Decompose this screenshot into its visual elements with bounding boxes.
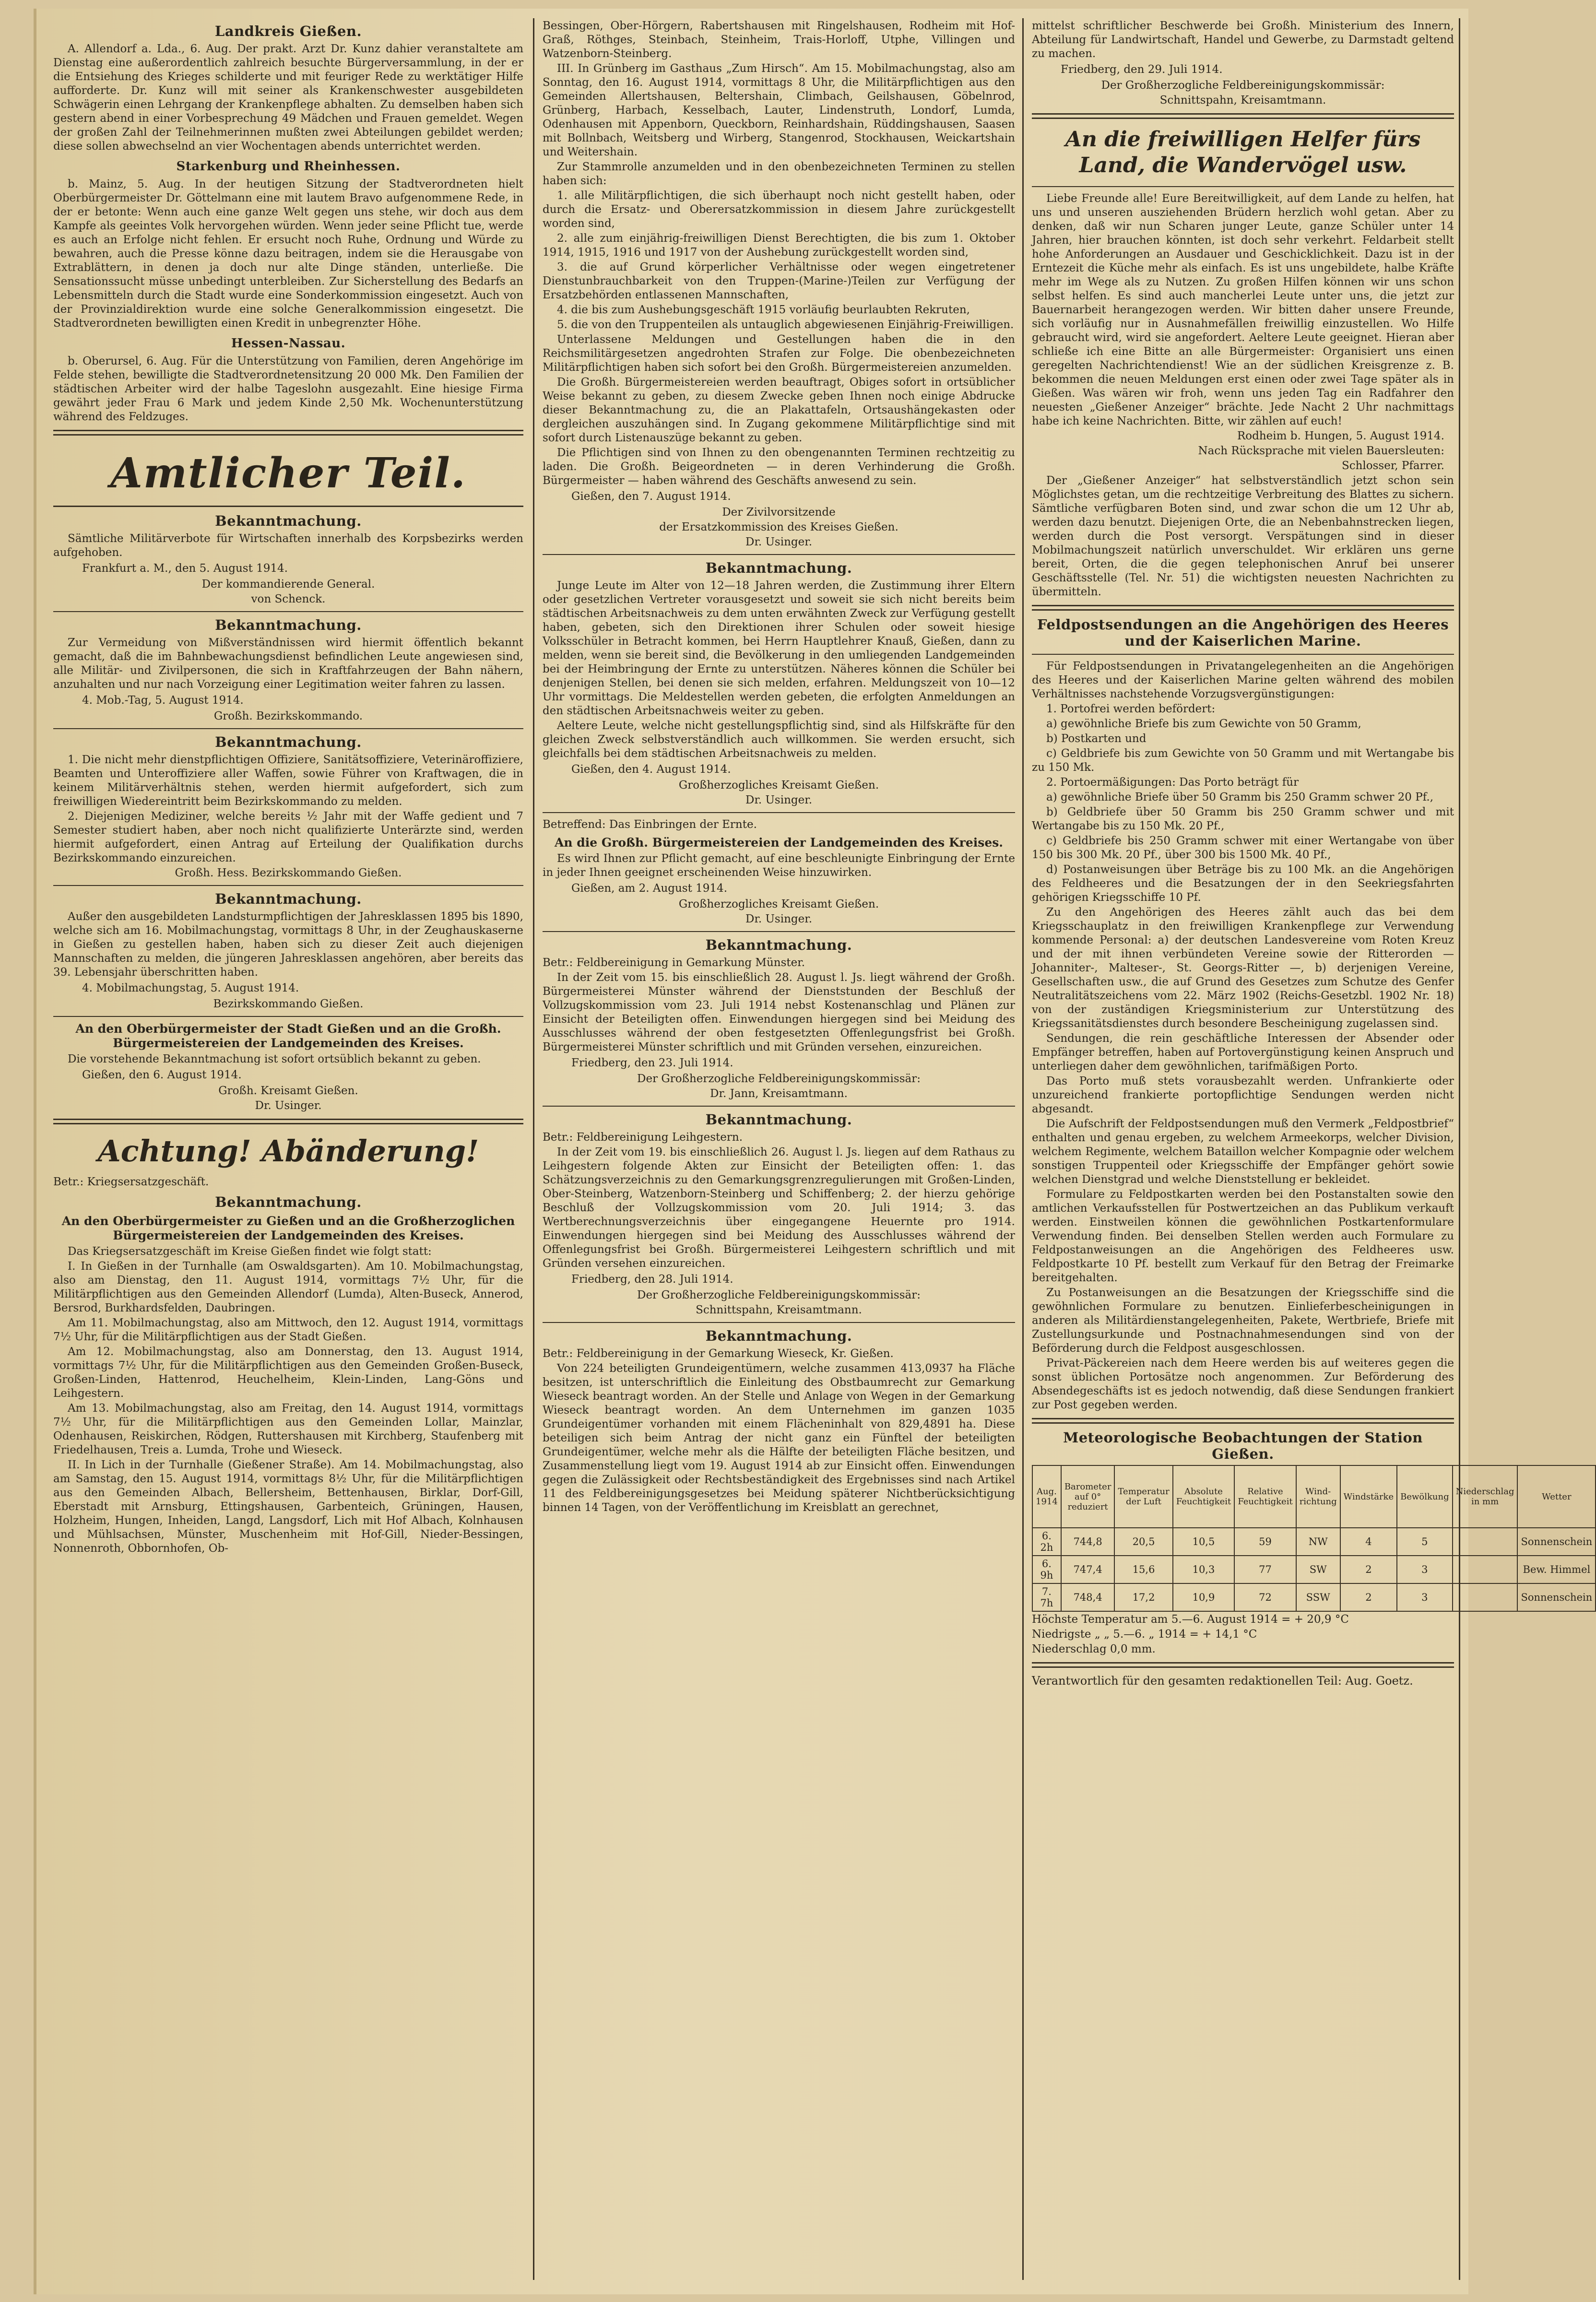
notice-date: Friedberg, den 23. Juli 1914. [571, 1057, 733, 1069]
notice-text: Es wird Ihnen zur Pflicht gemacht, auf eine beschleunigte Einbringung der Ernte in jeder Ihnen geeignet erscheinenden Weise hinzuwirken. [543, 852, 1015, 879]
notice-text: Von 224 beteiligten Grundeigentümern, welche zusammen 413,0937 ha Fläche besitzen, ist unterschriftlich die Einleitung des Obstbaumrecht zur Gemarkung Wieseck beantragt worden. An der Stelle und Anlage von Wegen in der Gemarkung Wieseck beantragt worden. An dem Unternehmen im ganzen 1035 Grundeigentümer vorhanden mit einem Flächeninhalt von 829,4891 ha. Diese beteiligen sich beim Antrag der nicht ganz ein Fünftel der beteiligten Grundeigentümer, welche mehr als die Hälfte der beteiligten Fläche besitzen, und Zusammenstellung liegt vom 19. August 1914 ab zur Einsicht offen. Einwendungen gegen die Zulässigkeit oder Rechtsbeständigkeit des Ergebnisses sind nach Artikel 11 des Feldbereinigungsgesetzes bei Meidung späterer Nichtberücksichtigung binnen 14 Tagen, von der Veröffentlichung im Kreisblatt an gerechnet, [543, 1362, 1015, 1514]
section-heading: Landkreis Gießen. [214, 23, 362, 39]
article-text: A. Allendorf a. Lda., 6. Aug. Der prakt. Arzt Dr. Kunz dahier veranstaltete am Dienstag eine außerordentlich zahlreich besuchte Bürgerversammlung, in der er die Entsiehung des Krieges schilderte und mit feuriger Rede zu werktätiger Hilfe aufforderte. Dr. Kunz will mit seiner als Krankenschwester ausgebildeten Schwägerin einen Lehrgang der Krankenpflege abhalten. Zu demselben haben sich gestern abend in einer Vorbesprechung 49 Mädchen und Frauen gemeldet. Wegen der großen Zahl der Teilnehmerinnen mußten zwei Abteilungen gebildet werden; diese sollen abwechselnd an vier Wochentagen abends unterrichtet werden. [53, 43, 523, 153]
table-cell: 3 [1397, 1556, 1453, 1583]
achtung-title: Achtung! Abänderung! [97, 1133, 479, 1169]
notice-text: III. In Grünberg im Gasthaus „Zum Hirsch“. Am 15. Mobilmachungstag, also am Sonntag, den 16. August 1914, vormittags 8 Uhr, die Militärpflichtigen aus den Gemeinden Allertshausen, Beltershain, Climbach, Geilshausen, Göbelnrod, Grünberg, Harbach, Kesselbach, Lauter, Lindenstruth, Londorf, Lumda, Odenhausen mit Appenborn, Queckborn, Reinhardshain, Rüddingshausen, Saasen mit Bollnbach, Weitsberg und Wirberg, Stangenrod, Stockhausen, Weickartshain und Weitershain. [543, 62, 1015, 158]
notice-list-item: 2. alle zum einjährig-freiwilligen Dienst Berechtigten, die bis zum 1. Oktober 1914, 1915, 1916 und 1917 von der Aushebung zurückgestellt worden sind, [543, 232, 1015, 259]
notice-text: Unterlassene Meldungen und Gestellungen haben die in den Reichsmilitärgesetzen angedrohten Strafen zur Folge. Die obenbezeichneten Militärpflichtigen haben sich sofort bei den Großh. Bürgermeistereien anzumelden. [543, 333, 1015, 374]
weather-header-cell: Bewölkung [1397, 1465, 1453, 1528]
divider [53, 728, 523, 729]
notice-signature: Dr. Usinger. [255, 1099, 322, 1112]
notice-signature: Dr. Jann, Kreisamtmann. [710, 1087, 848, 1100]
column-rule [533, 18, 534, 2280]
notice-signature: Dr. Usinger. [745, 794, 812, 806]
notice-betreff: Betr.: Feldbereinigung Leihgestern. [543, 1131, 743, 1144]
column-3 [1032, 18, 1593, 2285]
column-1 [53, 18, 523, 2285]
table-cell: 747,4 [1061, 1556, 1115, 1583]
weather-header-cell: Wetter [1517, 1465, 1596, 1528]
table-cell: 744,8 [1061, 1528, 1115, 1556]
notice-date: Gießen, den 4. August 1914. [571, 763, 731, 776]
notice-text: Das Porto muß stets vorausbezahlt werden. Unfrankierte oder unzureichend frankierte portopflichtige Sendungen werden nicht abgesandt. [1032, 1075, 1454, 1115]
column-rule [1459, 18, 1460, 2280]
divider [53, 430, 523, 436]
notice-text: Zu den Angehörigen des Heeres zählt auch das bei dem Kriegsschauplatz in den freiwilligen Krankenpflege zur Verwendung kommende Personal: a) der deutschen Landesvereine vom Roten Kreuz und der mit ihnen verbündeten Vereine sowie der Ritterorden — Johanniter-, Malteser-, St. Georgs-Ritter —, b) derjenigen Vereine, Gesellschaften usw., die auf Grund des Gesetzes zum Schutze des Genfer Neutralitätszeichens vom 22. März 1902 (Reichs-Gesetzbl. 1902 Nr. 18) von der zuständigen Kriegsministerium zur Unterstützung des Kriegssanitätsdienstes durch besondere Bescheinigung zugelassen sind. [1032, 906, 1454, 1030]
article-signature: Schlosser, Pfarrer. [1341, 460, 1444, 472]
notice-signature: Schnittspahn, Kreisamtmann. [1159, 94, 1326, 106]
divider [53, 885, 523, 886]
notice-text: Bessingen, Ober-Hörgern, Rabertshausen mit Ringelshausen, Rodheim mit Hof-Graß, Röthges, Steinbach, Steinheim, Trais-Horloff, Utphe, Villingen und Watzenborn-Steinberg. [543, 20, 1015, 60]
weather-header-cell: Relative Feuchtigkeit [1234, 1465, 1296, 1528]
article-signature: Nach Rücksprache mit vielen Bauersleuten: [1198, 445, 1444, 457]
notice-signature: Der Großherzogliche Feldbereinigungskommissär: [637, 1073, 921, 1085]
article-text: b. Mainz, 5. Aug. In der heutigen Sitzung der Stadtverordneten hielt Oberbürgermeister Dr. Göttelmann eine mit lautem Bravo aufgenommene Rede, in der er betonte: Wenn auch eine ganze Welt gegen uns stehe, wir doch aus dem Kampfe als geeintes Volk hervorgehen würden. Wenn jeder seine Pflicht tue, werde es auch an Erfolge nicht fehlen. Er ersucht noch Ruhe, Ordnung und Würde zu bewahren, auch die Presse könne dazu beitragen, indem sie die Herausgabe von Extrablättern, in denen ja doch nur alte Dinge ständen, unterließe. Die Sensationssucht müsse unbedingt unterbleiben. Zur Sicherstellung des Bedarfs an Lebensmitteln durch die Stadt wurde eine Sonderkommission eingesetzt. Auch von der Provinzialdirektion wurde eine solche Generalkommission eingesetzt. Die Stadtverordneten bewilligten einen Kredit in unbegrenzter Höhe. [53, 178, 523, 330]
notice-text: Das Kriegsersatzgeschäft im Kreise Gießen findet wie folgt statt: [68, 1245, 432, 1258]
table-row [1032, 1528, 1596, 1556]
table-cell: 17,2 [1114, 1583, 1172, 1611]
notice-list-item: b) Postkarten und [1046, 732, 1147, 745]
notice-text: In der Zeit vom 15. bis einschließlich 28. August l. Js. liegt während der Großh. Bürgermeisterei Münster während der Dienststunden der Beschluß der Vollzugskommission vom 23. Juli 1914 nebst Kostenanschlag und Plänen zur Einsicht der Beteiligten offen. Einwendungen hiergegen sind bei Meidung des Ausschlusses während der oben festgesetzten Offenlegungsfrist bei Großh. Bürgermeisterei Münster schriftlich und mit Gründen versehen, einzureichen. [543, 971, 1015, 1053]
weather-header-cell: Wind-richtung [1296, 1465, 1340, 1528]
table-cell: 2 [1340, 1556, 1397, 1583]
table-cell: 3 [1397, 1583, 1453, 1611]
notice-list-item: c) Geldbriefe bis zum Gewichte von 50 Gramm und mit Wertangabe bis zu 150 Mk. [1032, 747, 1454, 774]
notice-text: 2. Diejenigen Mediziner, welche bereits ½ Jahr mit der Waffe gedient und 7 Semester studiert haben, aber noch nicht qualifizierte Unterärzte sind, werden hiermit aufgefordert, einen Antrag auf Erteilung der Qualifikation durchs Bezirkskommando einzureichen. [53, 810, 523, 864]
table-cell: Sonnenschein [1517, 1583, 1596, 1611]
table-cell: 10,5 [1173, 1528, 1234, 1556]
weather-header-cell: Aug. 1914 [1032, 1465, 1061, 1528]
table-cell: 4 [1340, 1528, 1397, 1556]
column-rule [1022, 18, 1024, 2280]
weather-header-cell: Barometer auf 0° reduziert [1061, 1465, 1115, 1528]
table-cell: 15,6 [1114, 1556, 1172, 1583]
notice-heading: Bekanntmachung. [705, 1111, 852, 1128]
notice-text: Zur Stammrolle anzumelden und in den obenbezeichneten Terminen zu stellen haben sich: [543, 161, 1015, 187]
notice-text: Am 12. Mobilmachungstag, also am Donnerstag, den 13. August 1914, vormittags 7½ Uhr, für die Militärpflichtigen aus den Gemeinden Großen-Buseck, Großen-Linden, Hattenrod, Heuchelheim, Klein-Linden, Lang-Göns und Leihgestern. [53, 1346, 523, 1400]
notice-heading: Bekanntmachung. [215, 1194, 362, 1210]
notice-signature: der Ersatzkommission des Kreises Gießen. [659, 521, 898, 533]
notice-signature: Großherzogliches Kreisamt Gießen. [678, 779, 879, 791]
table-cell: 7. 7h [1032, 1583, 1061, 1611]
divider [1032, 605, 1454, 611]
notice-list-item: a) gewöhnliche Briefe bis zum Gewichte von 50 Gramm, [1046, 718, 1361, 730]
divider [53, 506, 523, 507]
notice-signature: Großherzogliches Kreisamt Gießen. [678, 898, 879, 910]
notice-list-item: 3. die auf Grund körperlicher Verhältnisse oder wegen eingetretener Dienstunbrauchbarkeit von den Truppen-(Marine-)Teilen zur Verfügung der Ersatzbehörden entlassenen Mannschaften, [543, 261, 1015, 301]
notice-signature: Großh. Kreisamt Gießen. [218, 1085, 358, 1097]
notice-date: 4. Mob.-Tag, 5. August 1914. [82, 694, 244, 707]
notice-addressee: An den Oberbürgermeister der Stadt Gießen und an die Großh. Bürgermeistereien der Landgemeinden des Kreises. [75, 1022, 501, 1050]
notice-date: Gießen, am 2. August 1914. [571, 882, 727, 895]
weather-title: Meteorologische Beobachtungen der Station Gießen. [1063, 1429, 1423, 1462]
divider [543, 1322, 1015, 1323]
notice-addressee: An den Oberbürgermeister zu Gießen und an die Großherzoglichen Bürgermeistereien der Landgemeinden des Kreises. [61, 1214, 515, 1242]
notice-betreff: Betreffend: Das Einbringen der Ernte. [543, 818, 757, 831]
editorial-footer: Verantwortlich für den gesamten redaktionellen Teil: Aug. Goetz. [1032, 1674, 1413, 1688]
notice-date: Friedberg, den 29. Juli 1914. [1061, 63, 1223, 76]
notice-date: Frankfurt a. M., den 5. August 1914. [82, 562, 288, 575]
notice-heading: Bekanntmachung. [215, 891, 362, 907]
notice-signature: Dr. Usinger. [745, 536, 812, 548]
notice-list-item: c) Geldbriefe bis 250 Gramm schwer mit einer Wertangabe von über 150 bis 300 Mk. 20 Pf., über 300 bis 1500 Mk. 40 Pf., [1032, 835, 1454, 861]
divider [543, 812, 1015, 813]
notice-text: Die vorstehende Bekanntmachung ist sofort ortsüblich bekannt zu geben. [68, 1053, 481, 1065]
weather-note: Höchste Temperatur am 5.—6. August 1914 = + 20,9 °C [1032, 1613, 1349, 1626]
divider [53, 1119, 523, 1124]
notice-text: Für Feldpostsendungen in Privatangelegenheiten an die Angehörigen des Heeres und der Kaiserlichen Marine gelten während des mobilen Verhältnisses nachstehende Vorzugsvergünstigungen: [1032, 660, 1454, 700]
notice-text: Sämtliche Militärverbote für Wirtschaften innerhalb des Korpsbezirks werden aufgehoben. [53, 532, 523, 559]
article-text: b. Oberursel, 6. Aug. Für die Unterstützung von Familien, deren Angehörige im Felde stehen, bewilligte die Stadtverordnetensitzung 20 000 Mk. Den Familien der städtischen Arbeiter wird der halbe Tageslohn ausgezahlt. Eine hiesige Firma gewährt jeder Frau 6 Mark und jedem Kinde 2,50 Mk. Wochenunterstützung während des Feldzuges. [53, 355, 523, 423]
notice-text: Formulare zu Feldpostkarten werden bei den Postanstalten sowie den amtlichen Verkaufsstellen für Postwertzeichen an das Publikum verkauft werden. Einstweilen können die gewöhnlichen Postkartenformulare Verwendung finden. Bei denselben Stellen werden auch Formulare zu Feldpostanweisungen an die Angehörigen des Feldheeres usw. Feldpostkarte 10 Pf. bestellt zum Verkauf für den Betrag der Freimarke bereitgehalten. [1032, 1188, 1454, 1284]
notice-text: Die Aufschrift der Feldpostsendungen muß den Vermerk „Feldpostbrief“ enthalten und genau ergeben, zu welchem Armeekorps, welcher Division, welchem Regimente, welchem Bataillon welcher Kompagnie oder welchem sonstigen Truppenteil oder Kriegsschiffe der Empfänger gehört sowie welchen Dienstgrad und welche Dienststellung er bekleidet. [1032, 1118, 1454, 1186]
article-text: Der „Gießener Anzeiger“ hat selbstverständlich jetzt schon sein Möglichstes getan, um die rechtzeitige Verbreitung des Blattes zu sichern. Sämtliche verfügbaren Boten sind, und zwar schon die um 12 Uhr ab, werden dazu benutzt. Diejenigen Orte, die an Nebenbahnstrecken liegen, werden durch die Post versorgt. Verspätungen sind in dieser Mobilmachungszeit natürlich unverschuldet. Wir erklären uns gerne bereit, Orten, die die gegen telephonischen Anruf bei unserer Geschäftsstelle (Tel. Nr. 51) die wichtigsten neuesten Nachrichten zu übermitteln. [1032, 474, 1454, 598]
weather-header-cell: Temperatur der Luft [1114, 1465, 1172, 1528]
table-cell: NW [1296, 1528, 1340, 1556]
table-cell: 10,3 [1173, 1556, 1234, 1583]
divider [1032, 1662, 1454, 1668]
article-signature: Rodheim b. Hungen, 5. August 1914. [1237, 430, 1444, 442]
table-cell: 10,9 [1173, 1583, 1234, 1611]
notice-text: Zur Vermeidung von Mißverständnissen wird hiermit öffentlich bekannt gemacht, daß die im Bahnbewachungsdienst befindlichen Leute angewiesen sind, alle Militär- und Zivilpersonen, die sich in Kraftfahrzeugen der Bahn nähern, anzuhalten und nur nach Vorzeigung einer Legitimation weiter fahren zu lassen. [53, 637, 523, 691]
notice-betreff: Betr.: Feldbereinigung in der Gemarkung Wieseck, Kr. Gießen. [543, 1347, 894, 1360]
table-cell: 6. 9h [1032, 1556, 1061, 1583]
notice-heading: Bekanntmachung. [705, 560, 852, 576]
table-cell: 6. 2h [1032, 1528, 1061, 1556]
divider [543, 931, 1015, 932]
notice-text: 1. Die nicht mehr dienstpflichtigen Offiziere, Sanitätsoffiziere, Veterinäroffiziere, Beamten und Unteroffiziere aller Waffen, sowie Führer von Kraftwagen, die in keinem Militärverhältnis stehen, werden hiermit aufgefordert, sich zum freiwilligen Wiedereintritt beim Bezirkskommando zu melden. [53, 754, 523, 808]
table-cell: SSW [1296, 1583, 1340, 1611]
weather-table [1032, 1465, 1596, 1612]
notice-text: In der Zeit vom 19. bis einschließlich 26. August l. Js. liegen auf dem Rathaus zu Leihgestern folgende Akten zur Einsicht der Beteiligten offen: 1. das Schätzungsverzeichnis zu den Gemarkungsgrenzregulierungen mit Großen-Linden, Ober-Steinberg, Watzenborn-Steinberg und Schiffenberg; 2. der hierzu gehörige Beschluß der Vollzugskommission vom 20. Juli 1914; 3. das Wertberechnungsverzeichnis über eingegangene Heuernte pro 1914. Einwendungen hiergegen sind bei Meidung des Ausschlusses während der Offenlegungsfrist bei Großh. Bürgermeisterei Leihgestern schriftlich und mit Gründen versehen einzureichen. [543, 1146, 1015, 1270]
notice-date: 4. Mobilmachungstag, 5. August 1914. [82, 982, 299, 994]
notice-list-item: 1. alle Militärpflichtigen, die sich überhaupt noch nicht gestellt haben, oder durch die Ersatz- und Oberersatzkommission in diesem Jahre zurückgestellt worden sind, [543, 189, 1015, 230]
section-heading: Starkenburg und Rheinhessen. [176, 159, 401, 174]
divider [543, 554, 1015, 555]
notice-date: Gießen, den 7. August 1914. [571, 490, 731, 503]
notice-list-item: 4. die bis zum Aushebungsgeschäft 1915 vorläufig beurlaubten Rekruten, [557, 304, 970, 316]
table-cell [1453, 1556, 1518, 1583]
notice-text: Aeltere Leute, welche nicht gestellungspflichtig sind, sind als Hilfskräfte für den gleichen Zweck selbstverständlich auch willkommen. Sie werden ersucht, sich gleichfalls bei dem städtischen Arbeitsnachweis zu melden. [543, 720, 1015, 760]
table-cell: 59 [1234, 1528, 1296, 1556]
notice-signature: Der Zivilvorsitzende [722, 506, 836, 519]
notice-heading: Bekanntmachung. [705, 1328, 852, 1344]
divider [53, 611, 523, 612]
table-cell: 72 [1234, 1583, 1296, 1611]
notice-text: Privat-Päckereien nach dem Heere werden bis auf weiteres gegen die sonst üblichen Portosätze noch angenommen. Zur Beförderung des Absendegeschäfts ist es jedoch notwendig, daß diese Sendungen frankiert zur Post gegeben werden. [1032, 1357, 1454, 1411]
notice-heading: Bekanntmachung. [215, 617, 362, 633]
weather-note: Niedrigste „ „ 5.—6. „ 1914 = + 14,1 °C [1032, 1628, 1257, 1641]
notice-text: mittelst schriftlicher Beschwerde bei Großh. Ministerium des Innern, Abteilung für Landwirtschaft, Handel und Gewerbe, zu Darmstadt geltend zu machen. [1032, 20, 1454, 60]
divider [1032, 113, 1454, 119]
notice-text: Die Pflichtigen sind von Ihnen zu den obengenannten Terminen rechtzeitig zu laden. Die Großh. Beigeordneten — in deren Verhinderung die Großh. Bürgermeister — haben während des Geschäfts anwesend zu sein. [543, 447, 1015, 487]
notice-signature: Großh. Hess. Bezirkskommando Gießen. [175, 867, 402, 879]
weather-header-cell: Niederschlag in mm [1453, 1465, 1518, 1528]
notice-signature: Dr. Usinger. [745, 913, 812, 925]
column-2 [543, 18, 1015, 2285]
notice-signature: Großh. Bezirkskommando. [213, 710, 363, 722]
table-row [1032, 1583, 1596, 1611]
notice-signature: Bezirkskommando Gießen. [213, 998, 364, 1010]
notice-signature: Der Großherzogliche Feldbereinigungskommissär: [1101, 79, 1385, 92]
section-heading: Hessen-Nassau. [231, 336, 346, 351]
notice-signature: von Schenck. [251, 593, 326, 605]
newspaper-page [34, 9, 1593, 2294]
notice-list-item: 2. Portoermäßigungen: Das Porto beträgt für [1046, 776, 1299, 789]
notice-heading: Bekanntmachung. [215, 734, 362, 750]
weather-header-cell: Windstärke [1340, 1465, 1397, 1528]
weather-note: Niederschlag 0,0 mm. [1032, 1643, 1156, 1655]
notice-addressee: An die Großh. Bürgermeistereien der Landgemeinden des Kreises. [554, 836, 1004, 850]
notice-list-item: b) Geldbriefe über 50 Gramm bis 250 Gramm schwer und mit Wertangabe bis zu 150 Mk. 20 Pf., [1032, 806, 1454, 832]
notice-date: Friedberg, den 28. Juli 1914. [571, 1273, 733, 1286]
notice-heading: Bekanntmachung. [705, 937, 852, 953]
table-row [1032, 1556, 1596, 1583]
notice-date: Gießen, den 6. August 1914. [82, 1069, 242, 1081]
divider [53, 1016, 523, 1017]
table-cell: SW [1296, 1556, 1340, 1583]
notice-signature: Der kommandierende General. [201, 578, 375, 590]
notice-text: Zu Postanweisungen an die Besatzungen der Kriegsschiffe sind die gewöhnlichen Formulare zu benutzen. Einlieferbescheinigungen in anderen als Militärdienstangelegenheiten, Pakete, Wertbriefe, Briefe mit Zustellungsurkunde und Postnachnahmesendungen sind von der Beförderung durch die Feldpost ausgeschlossen. [1032, 1287, 1454, 1355]
notice-text: II. In Lich in der Turnhalle (Gießener Straße). Am 14. Mobilmachungstag, also am Samstag, den 15. August 1914, vormittags 8½ Uhr, für die Militärpflichtigen aus den Gemeinden Albach, Bellersheim, Bettenhausen, Birklar, Dorf-Gill, Eberstadt mit Arnsburg, Ettingshausen, Garbenteich, Grüningen, Hausen, Holzheim, Hungen, Inheiden, Langd, Langsdorf, Lich mit Hof Albach, Kolnhausen und Mühlsachsen, Münster, Muschenheim mit Hof-Gill, Nieder-Bessingen, Nonnenroth, Obbornhofen, Ob- [53, 1459, 523, 1555]
notice-text: I. In Gießen in der Turnhalle (am Oswaldsgarten). Am 10. Mobilmachungstag, also am Dienstag, den 11. August 1914, vormittags 7½ Uhr, für die Militärpflichtigen aus den Gemeinden Allendorf (Lumda), Alten-Buseck, Annerod, Bersrod, Burkhardsfelden, Daubringen. [53, 1260, 523, 1314]
feldpost-title: Feldpostsendungen an die Angehörigen des Heeres und der Kaiserlichen Marine. [1037, 616, 1449, 649]
notice-list-item: a) gewöhnliche Briefe über 50 Gramm bis 250 Gramm schwer 20 Pf., [1046, 791, 1434, 803]
divider [1032, 1418, 1454, 1424]
weather-table-header [1032, 1465, 1596, 1528]
notice-text: Junge Leute im Alter von 12—18 Jahren werden, die Zustimmung ihrer Eltern oder gesetzlichen Vertreter vorausgesetzt und soweit sie sich nicht bereits beim städtischen Arbeitsnachweis zu dem unten erwähnten Zweck zur Verfügung gestellt haben, gebeten, sich den Direktionen ihrer Schulen oder soweit hiesige Volksschüler in Betracht kommen, bei Herrn Hauptlehrer Knauß, Gießen, dann zu melden, wenn sie bereit sind, die Bevölkerung in den umliegenden Landgemeinden bei der Heimbringung der Ernte zu unterstützen. Näheres können die Schüler bei denjenigen Stellen, bei denen sie sich melden, erfahren. Meldungszeit von 10—12 Uhr vormittags. Die Meldestellen werden gebeten, die erfolgten Anmeldungen an den städtischen Arbeitsnachweis weiter zu geben. [543, 579, 1015, 717]
notice-betreff: Betr.: Feldbereinigung in Gemarkung Münster. [543, 956, 805, 969]
table-cell [1453, 1528, 1518, 1556]
table-cell: Sonnenschein [1517, 1528, 1596, 1556]
notice-text: Sendungen, die rein geschäftliche Interessen der Absender oder Empfänger betreffen, haben auf Portovergünstigung keinen Anspruch und unterliegen daher dem gewöhnlichen, tarifmäßigen Porto. [1032, 1032, 1454, 1073]
divider [1032, 186, 1454, 187]
notice-text: Am 11. Mobilmachungstag, also am Mittwoch, den 12. August 1914, vormittags 7½ Uhr, für die Militärpflichtigen aus der Stadt Gießen. [53, 1317, 523, 1343]
weather-header-cell: Absolute Feuchtigkeit [1173, 1465, 1234, 1528]
notice-betreff: Betr.: Kriegsersatzgeschäft. [53, 1176, 209, 1188]
table-cell: 5 [1397, 1528, 1453, 1556]
notice-list-item: 5. die von den Truppenteilen als untauglich abgewiesenen Einjährig-Freiwilligen. [557, 319, 1014, 331]
notice-list-item: 1. Portofrei werden befördert: [1046, 703, 1216, 715]
notice-text: Am 13. Mobilmachungstag, also am Freitag, den 14. August 1914, vormittags 7½ Uhr, für die Militärpflichtigen aus den Gemeinden Lollar, Mainzlar, Odenhausen, Reiskirchen, Rödgen, Ruttershausen mit Kirchberg, Staufenberg mit Friedelhausen, Treis a. Lumda, Trohe und Wieseck. [53, 1402, 523, 1456]
notice-list-item: d) Postanweisungen über Beträge bis zu 100 Mk. an die Angehörigen des Feldheeres und die Besatzungen der in den Seekriegsfahrten gehörigen Kriegsschiffe 10 Pf. [1032, 863, 1454, 904]
article-text: Liebe Freunde alle! Eure Bereitwilligkeit, auf dem Lande zu helfen, hat uns und unseren ausziehenden Brüdern herzlich wohl getan. Aber zu denken, daß wir nun Scharen junger Leute, ganze Schüler unter 14 Jahren, hier brauchen könnten, ist doch sehr verkehrt. Feldarbeit stellt hohe Anforderungen an Ausdauer und Geschicklichkeit. Dazu ist in der Erntezeit die Küche mehr als einfach. Es ist uns ungebildete, halbe Kräfte mehr im Wege als zu Nutzen. Zu großen Hilfen können wir uns schon selbst helfen. Es sind auch mancherlei Leute unter uns, die jetzt zur Bauernarbeit herangezogen werden. Wir bitten daher unsere Freunde, sich vorläufig nur in Ausnahmefällen freiwillig einzustellen. Wo Hilfe gebraucht wird, wird sie angefordert. Aeltere Leute geeignet. Hieran aber schließe ich eine Bitte an alle Bürgermeister: Organisiert uns einen geregelten Nachrichtendienst! Wie an der südlichen Kreisgrenze z. B. bekommen die neuen Meldungen erst einen oder zwei Tage später als in Gießen. Was wären wir froh, wenn uns jeden Tag ein Radfahrer den neuesten „Gießener Anzeiger“ brächte. Jede Nacht 2 Uhr nachmittags habe ich keine Nachrichten. Bitte, wir zählen auf euch! [1032, 192, 1454, 427]
table-cell: 77 [1234, 1556, 1296, 1583]
helfer-title: An die freiwilligen Helfer fürs Land, die Wandervögel usw. [1065, 127, 1421, 177]
table-cell: 20,5 [1114, 1528, 1172, 1556]
notice-signature: Schnittspahn, Kreisamtmann. [696, 1304, 862, 1316]
table-cell: 2 [1340, 1583, 1397, 1611]
table-cell: 748,4 [1061, 1583, 1115, 1611]
notice-heading: Bekanntmachung. [215, 513, 362, 529]
divider [1032, 654, 1454, 655]
amtlicher-teil-title: Amtlicher Teil. [110, 449, 466, 497]
table-cell: Bew. Himmel [1517, 1556, 1596, 1583]
table-cell [1453, 1583, 1518, 1611]
notice-signature: Der Großherzogliche Feldbereinigungskommissär: [637, 1289, 921, 1301]
notice-text: Außer den ausgebildeten Landsturmpflichtigen der Jahresklassen 1895 bis 1890, welche sich am 16. Mobilmachungstag, vormittags 8 Uhr, in der Zeughauskaserne in Gießen zu gestellen haben, haben sich zu dieser Zeit auch diejenigen Mannschaften zu melden, die jüngeren Jahresklassen angehören, aber bereits das 39. Lebensjahr überschritten haben. [53, 910, 523, 979]
notice-text: Die Großh. Bürgermeistereien werden beauftragt, Obiges sofort in ortsüblicher Weise bekannt zu geben, zu diesem Zwecke geben Ihnen noch einige Abdrucke dieser Bekanntmachung zu, die an Plakattafeln, Ortsaushängekasten oder dergleichen auszuhängen sind. In Zugang gekommene Militärpflichtige sind mit sofort durch Listenauszüge bekannt zu geben. [543, 376, 1015, 444]
divider [543, 1106, 1015, 1107]
